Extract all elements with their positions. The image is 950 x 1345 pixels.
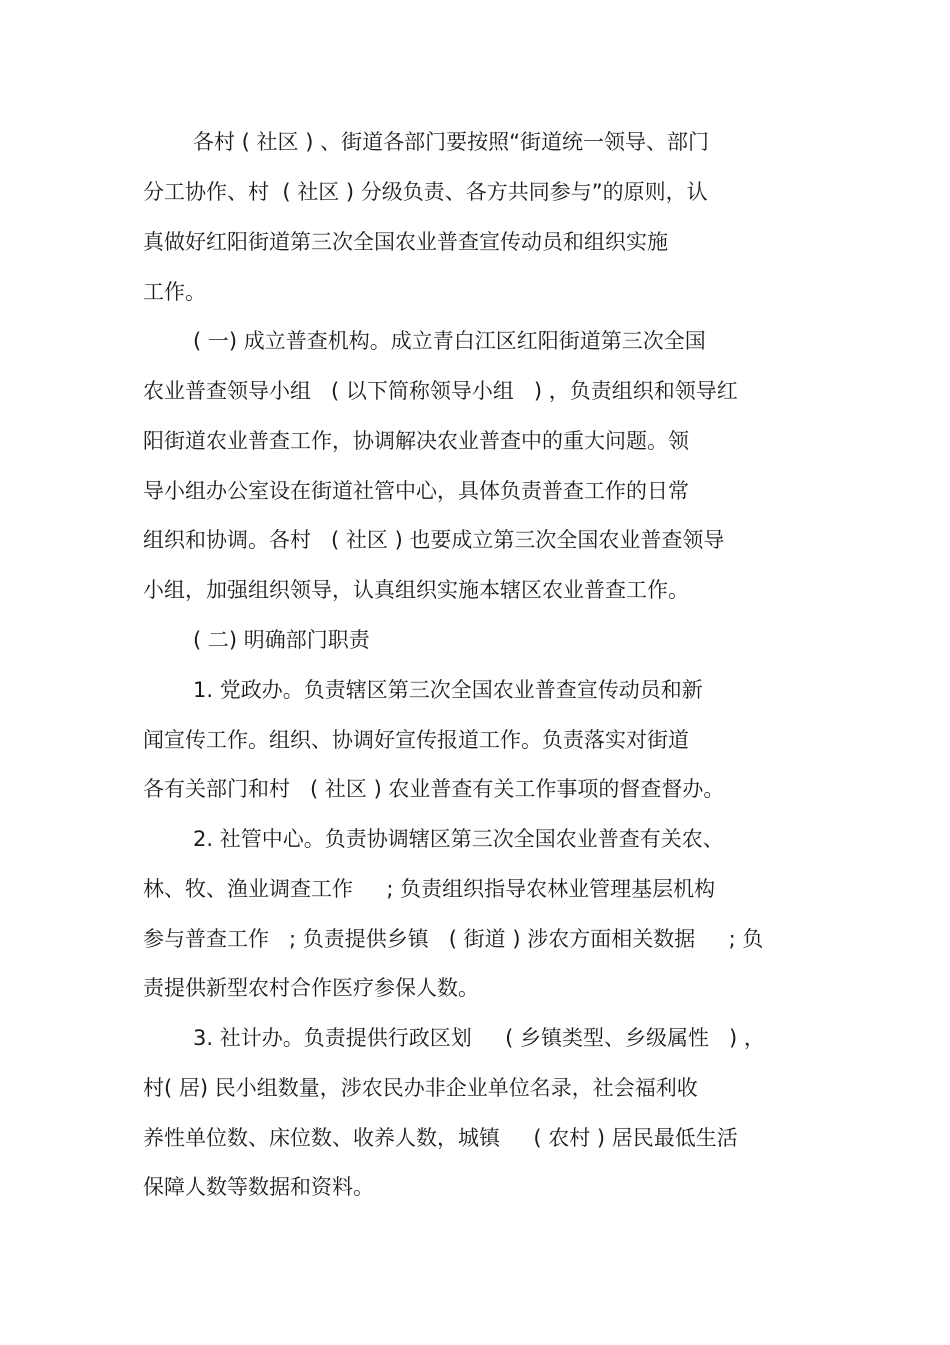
text-line: 小组，加强组织领导，认真组织实施本辖区农业普查工作。	[143, 578, 689, 602]
text-line: ( 一) 成立普查机构。成立青白江区红阳街道第三次全国	[193, 329, 706, 353]
text-line: ( 二) 明确部门职责	[193, 628, 370, 652]
text-line: 1. 党政办。负责辖区第三次全国农业普查宣传动员和新	[193, 678, 703, 702]
text-line: 各有关部门和村 ( 社区 ) 农业普查有关工作事项的督查督办。	[143, 777, 725, 801]
text-line: 责提供新型农村合作医疗参保人数。	[143, 976, 479, 1000]
text-line: 2. 社管中心。负责协调辖区第三次全国农业普查有关农、	[193, 827, 724, 851]
text-line: 农业普查领导小组 ( 以下简称领导小组 ) ，负责组织和领导红	[143, 379, 738, 403]
text-line: 真做好红阳街道第三次全国农业普查宣传动员和组织实施	[143, 230, 668, 254]
text-line: 阳街道农业普查工作，协调解决农业普查中的重大问题。领	[143, 429, 689, 453]
text-line: 3. 社计办。负责提供行政区划 ( 乡镇类型、乡级属性 ) ，	[193, 1026, 765, 1050]
text-line: 保障人数等数据和资料。	[143, 1175, 374, 1199]
text-line: 村( 居) 民小组数量，涉农民办非企业单位名录，社会福利收	[143, 1076, 698, 1100]
text-line: 工作。	[143, 280, 206, 304]
text-line: 各村 ( 社区 ) 、街道各部门要按照“街道统一领导、部门	[193, 130, 709, 154]
text-line: 养性单位数、床位数、收养人数，城镇 ( 农村 ) 居民最低生活	[143, 1126, 738, 1150]
text-line: 林、牧、渔业调查工作 ; 负责组织指导农林业管理基层机构	[143, 877, 716, 901]
text-line: 导小组办公室设在街道社管中心，具体负责普查工作的日常	[143, 479, 689, 503]
text-line: 组织和协调。各村 ( 社区 ) 也要成立第三次全国农业普查领导	[143, 528, 725, 552]
text-line: 分工协作、村 ( 社区 ) 分级负责、各方共同参与”的原则，认	[143, 180, 708, 204]
text-line: 参与普查工作 ; 负责提供乡镇 ( 街道 ) 涉农方面相关数据 ; 负	[143, 927, 764, 951]
text-line: 闻宣传工作。组织、协调好宣传报道工作。负责落实对街道	[143, 728, 689, 752]
